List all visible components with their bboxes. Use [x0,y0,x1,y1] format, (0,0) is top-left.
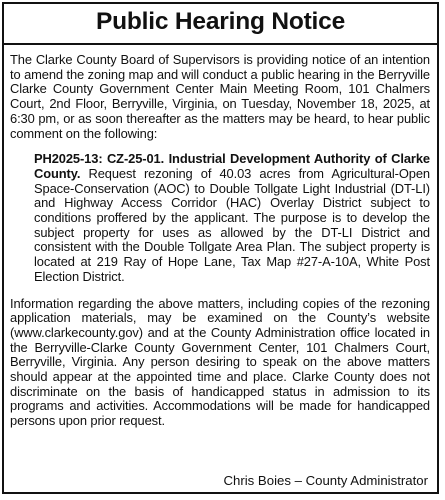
title-divider [4,43,437,45]
information-paragraph: Information regarding the above matters, including copies of the rezoning application materials, may be examined on the County’s website (www.clarkecounty.gov) and at the County Administration office located in the Berryville-Clarke County Government Center, 101 Chalmers Court, Berryville, Virginia. Any person desiring to speak on the above matters should appear at the appointed time and place. Clarke County does not discriminate on the basis of handicapped status in admission to its programs and activities. Accommodations will be made for handicapped persons upon prior request. [10,295,430,429]
signature-line: Chris Boies – County Administrator [223,473,428,488]
public-notice-box [2,2,439,494]
notice-title: Public Hearing Notice [95,8,346,35]
hearing-item-text: Request rezoning of 40.03 acres from Agricultural-Open Space-Conservation (AOC) to Double Tollgate Light Industrial (DT-LI) and Highway Access Corridor (HAC) Overlay District subject to conditions proffered by the applicant. The purpose is to develop the subject property for uses as allowed by the DT-LI District and consistent with the Double Tollgate Area Plan. The subject property is located at 219 Ray of Hope Lane, Tax Map #27-A-10A, White Post Election District. [34,165,430,284]
notice-body [4,53,437,429]
intro-paragraph: The Clarke County Board of Supervisors is providing notice of an intention to amend the zoning map and will conduct a public hearing in the Berryville Clarke County Government Center Main Meeting Room, 101 Chalmers Court, 2nd Floor, Berryville, Virginia, on Tuesday, November 18, 2025, at 6:30 pm, or as soon thereafter as the matters may be heard, to hear public comment on the following: [10,52,430,141]
hearing-item [34,152,430,284]
hearing-item-heading: PH2025-13: CZ-25-01. Industrial Development Authority of Clarke County. [34,151,430,181]
